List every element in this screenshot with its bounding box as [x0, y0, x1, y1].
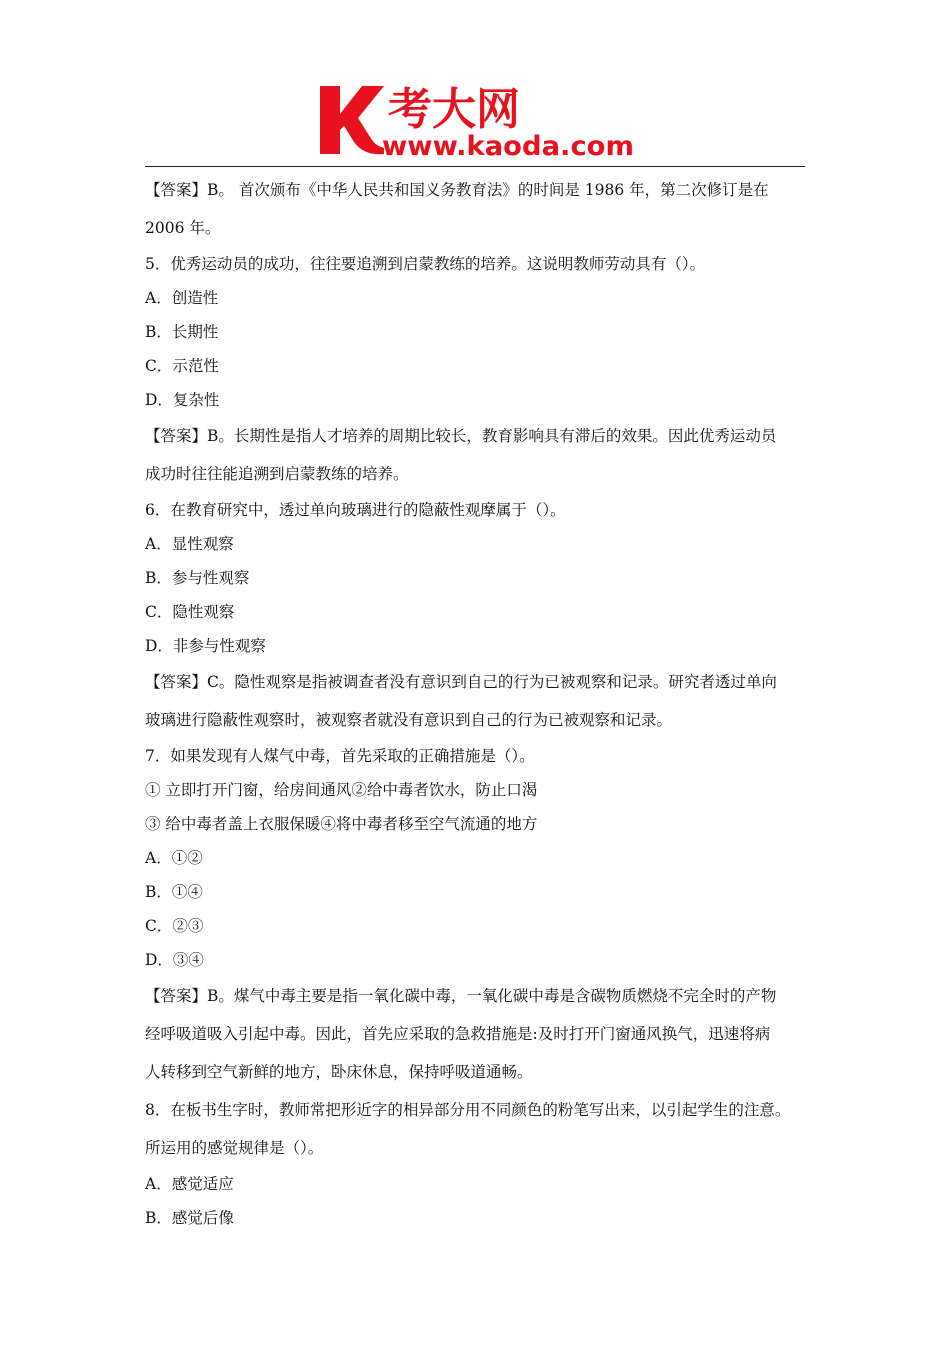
text-line: D．复杂性	[145, 391, 220, 409]
kaoda-logo[interactable]	[318, 80, 640, 160]
text-line: 5．优秀运动员的成功，往往要追溯到启蒙教练的培养。这说明教师劳动具有（）。	[145, 255, 706, 273]
text-line: C．隐性观察	[145, 603, 235, 621]
k-mark-icon	[320, 86, 384, 154]
text-line: D．③④	[145, 951, 204, 969]
document-body	[145, 171, 825, 1235]
text-line: B．①④	[145, 883, 203, 901]
text-line: 2006 年。	[145, 219, 221, 237]
text-line: 经呼吸道吸入引起中毒。因此，首先应采取的急救措施是:及时打开门窗通风换气，迅速将病	[145, 1025, 771, 1043]
text-line: 人转移到空气新鲜的地方，卧床休息，保持呼吸道通畅。	[145, 1063, 533, 1081]
logo-url-text: www.kaoda.com	[382, 131, 634, 160]
text-line: 【答案】C。隐性观察是指被调查者没有意识到自己的行为已被观察和记录。研究者透过单向	[145, 673, 777, 691]
text-line: C．②③	[145, 917, 204, 935]
text-line: C．示范性	[145, 357, 219, 375]
text-line: B．长期性	[145, 323, 219, 341]
text-line: B．参与性观察	[145, 569, 250, 587]
kaoda-logo-graphic	[318, 80, 640, 160]
text-line: ③ 给中毒者盖上衣服保暖④将中毒者移至空气流通的地方	[145, 815, 538, 833]
text-line: 成功时往往能追溯到启蒙教练的培养。	[145, 465, 409, 483]
text-line: 所运用的感觉规律是（）。	[145, 1139, 324, 1157]
text-line: ① 立即打开门窗，给房间通风②给中毒者饮水，防止口渴	[145, 781, 538, 799]
text-line: A．创造性	[145, 289, 219, 307]
logo-brand-text: 考大网	[388, 84, 520, 135]
text-line: D．非参与性观察	[145, 637, 266, 655]
text-line: 【答案】B。煤气中毒主要是指一氧化碳中毒，一氧化碳中毒是含碳物质燃烧不完全时的产物	[145, 987, 777, 1005]
header-rule	[145, 166, 805, 167]
text-line: 7．如果发现有人煤气中毒，首先采取的正确措施是（）。	[145, 747, 535, 765]
text-line: A．显性观察	[145, 535, 234, 553]
text-line: 6．在教育研究中，透过单向玻璃进行的隐蔽性观摩属于（）。	[145, 501, 566, 519]
text-line: A．感觉适应	[145, 1175, 234, 1193]
text-line: B．感觉后像	[145, 1209, 234, 1227]
text-line: 玻璃进行隐蔽性观察时，被观察者就没有意识到自己的行为已被观察和记录。	[145, 711, 673, 729]
text-line: 8．在板书生字时，教师常把形近字的相异部分用不同颜色的粉笔写出来，以引起学生的注意。	[145, 1101, 791, 1119]
text-line: 【答案】B。 首次颁布《中华人民共和国义务教育法》的时间是 1986 年，第二次修订是在	[145, 181, 769, 199]
text-line: A．①②	[145, 849, 203, 867]
text-line: 【答案】B。长期性是指人才培养的周期比较长，教育影响具有滞后的效果。因此优秀运动员	[145, 427, 777, 445]
